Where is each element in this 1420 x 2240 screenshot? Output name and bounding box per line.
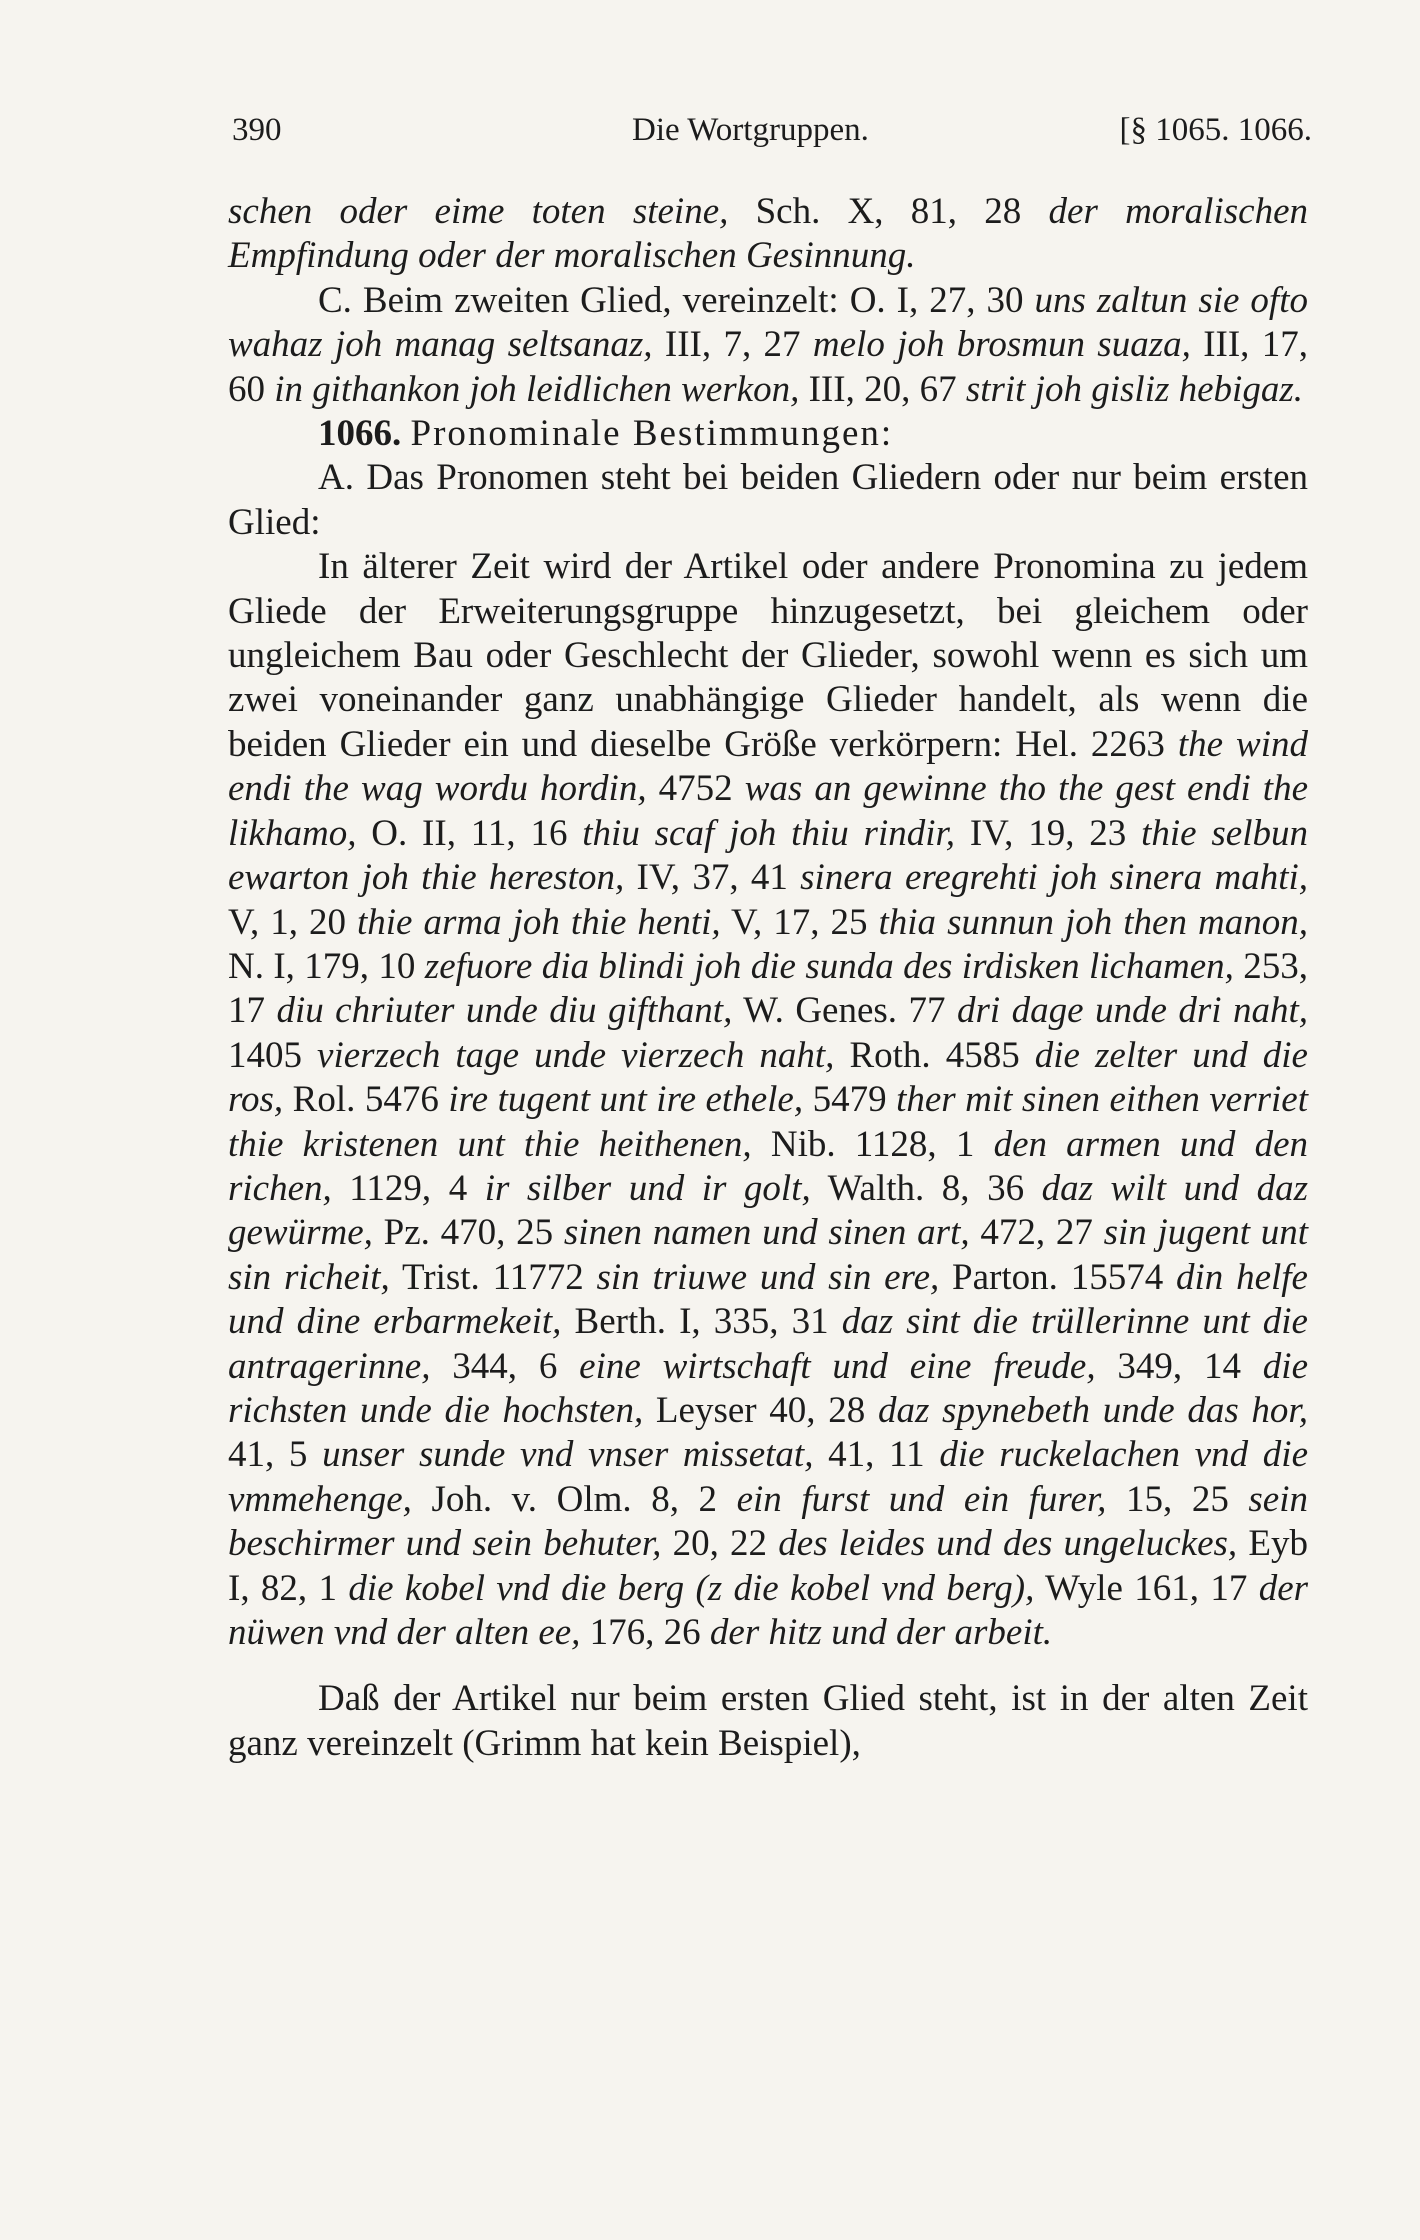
example-quote: strit joh gisliz hebigaz.: [965, 368, 1303, 410]
example-quote: schen oder eime toten steine,: [228, 191, 729, 232]
paragraph-continuation: [228, 190, 1308, 279]
example-quote: unser sunde vnd vnser missetat,: [322, 1434, 814, 1476]
example-quote: melo joh brosmun suaza,: [812, 324, 1191, 366]
example-quote: din helfe und dine erbarmekeit,: [228, 1256, 1308, 1343]
paragraph-examples: [228, 545, 1308, 1655]
example-quote: sin jugent unt sin richeit,: [228, 1212, 1308, 1298]
text-run: III, 17, 60: [228, 324, 1308, 410]
text-run: III, 7, 27: [652, 324, 813, 366]
example-quote: der moralischen Empfindung oder der moralischen Gesinnung.: [228, 191, 1308, 277]
example-quote: die kobel vnd die berg (z die kobel vnd berg),: [348, 1567, 1035, 1609]
text-run: 41, 5: [228, 1434, 323, 1476]
text-run: O. II, 11, 16: [356, 812, 583, 854]
running-title: Die Wortgruppen.: [632, 112, 869, 148]
text-run: 349, 14: [1095, 1345, 1263, 1387]
example-quote: eine wirtschaft und eine freude,: [579, 1345, 1096, 1387]
text-run: 15, 25: [1106, 1478, 1249, 1520]
example-quote: thie arma joh thie henti,: [357, 901, 721, 943]
text-run: V, 17, 25: [720, 901, 879, 943]
text-run: III, 20, 67: [799, 368, 966, 410]
section-title: Pronominale Bestimmungen:: [410, 413, 894, 455]
text-run: 20, 22: [661, 1523, 779, 1565]
text-run: 253, 17: [228, 945, 1308, 1032]
example-quote: thia sunnun joh then manon,: [878, 901, 1308, 943]
text-run: Sch. X, 81, 28: [728, 191, 1049, 232]
example-quote: zefuore dia blindi joh die sunda des irdisken lichamen,: [424, 945, 1234, 987]
example-quote: in githankon joh leidlichen werkon,: [274, 368, 800, 410]
example-quote: thie selbun ewarton joh thie hereston,: [228, 812, 1308, 899]
text-run: C. Beim zweiten Glied, vereinzelt: O. I, 27, 30: [318, 279, 1035, 321]
example-quote: daz sint die trüllerinne unt die antragerinne,: [228, 1301, 1308, 1387]
example-quote: die ruckelachen vnd die vmmehenge,: [228, 1434, 1309, 1520]
text-run: W. Genes. 77: [732, 990, 957, 1032]
text-run: Leyser 40, 28: [643, 1389, 878, 1431]
text-run: In älterer Zeit wird der Artikel oder andere Pronomina zu jedem Gliede der Erweiterungsgruppe hinzugesetzt, bei gleichem oder ungleichem Bau oder Geschlecht der Glieder, sowohl wenn es sich um zwei voneinander ganz unabhängige Glieder handelt, als wenn die beiden Glieder ein und dieselbe Größe verkörpern: Hel. 2263: [228, 546, 1308, 765]
text-run: 472, 27: [969, 1212, 1104, 1254]
text-run: V, 1, 20: [228, 901, 357, 943]
example-quote: sein beschirmer und sein behuter,: [228, 1478, 1308, 1565]
example-quote: die richsten unde die hochsten,: [228, 1345, 1308, 1431]
text-run: Eyb I, 82, 1: [228, 1523, 1308, 1609]
example-quote: was an gewinne tho the gest endi the likhamo,: [228, 768, 1309, 854]
example-quote: ire tugent unt ire ethele,: [448, 1079, 804, 1121]
example-quote: uns zaltun sie ofto wahaz joh manag seltsanaz,: [228, 279, 1308, 366]
text-run: IV, 37, 41: [624, 857, 801, 899]
text-run: Rol. 5476: [283, 1079, 449, 1121]
section-heading: [228, 412, 1308, 456]
text-run: Roth. 4585: [834, 1034, 1035, 1076]
example-quote: dri dage unde dri naht,: [956, 990, 1309, 1032]
text-run: Wyle 161, 17: [1034, 1567, 1259, 1609]
paragraph-c: [228, 279, 1308, 412]
text-run: 176, 26: [580, 1612, 710, 1653]
example-quote: den armen und den richen,: [228, 1123, 1308, 1209]
example-quote: ther mit sinen eithen verriet thie kristenen unt thie heithenen,: [228, 1079, 1309, 1165]
text-run: A. Das Pronomen steht bei beiden Gliedern oder nur beim ersten Glied:: [228, 457, 1308, 543]
example-quote: daz spynebeth unde das hor,: [877, 1389, 1308, 1431]
example-quote: diu chriuter unde diu gifthant,: [276, 990, 733, 1032]
paragraph-final: [228, 1677, 1308, 1766]
example-quote: ein furst und ein furer,: [736, 1478, 1107, 1520]
example-quote: sin triuwe und sin ere,: [596, 1256, 940, 1298]
text-run: Pz. 470, 25: [372, 1212, 564, 1254]
example-quote: the wind endi the wag wordu hordin,: [228, 723, 1308, 810]
text-run: 41, 11: [813, 1434, 940, 1476]
text-run: 1405: [228, 1034, 318, 1076]
text-run: Parton. 15574: [939, 1256, 1176, 1298]
example-quote: der nüwen vnd der alten ee,: [228, 1567, 1309, 1653]
example-quote: ir silber und ir golt,: [484, 1167, 811, 1209]
text-run: Walth. 8, 36: [810, 1167, 1042, 1209]
text-run: Daß der Artikel nur beim ersten Glied steht, ist in der alten Zeit ganz vereinzelt (Grimm hat kein Beispiel),: [228, 1678, 1308, 1764]
text-run: 4752: [646, 768, 745, 810]
text-run: Berth. I, 335, 31: [561, 1301, 842, 1343]
text-run: Joh. v. Olm. 8, 2: [411, 1478, 737, 1520]
text-run: 5479: [803, 1079, 897, 1121]
text-run: IV, 19, 23: [955, 812, 1142, 854]
example-quote: vierzech tage unde vierzech naht,: [317, 1034, 835, 1076]
example-quote: daz wilt und daz gewürme,: [228, 1167, 1308, 1254]
page-number: 390: [232, 112, 282, 148]
text-run: 344, 6: [430, 1345, 580, 1387]
text-run: Trist. 11772: [389, 1256, 597, 1298]
section-number: 1066.: [318, 413, 402, 455]
example-quote: thiu scaf joh thiu rindir,: [582, 812, 956, 854]
example-quote: die zelter und die ros,: [228, 1034, 1308, 1121]
text-run: Nib. 1128, 1: [751, 1123, 994, 1165]
page-body: [228, 190, 1308, 1766]
example-quote: der hitz und der arbeit.: [709, 1612, 1053, 1653]
example-quote: des leides und des ungeluckes,: [778, 1523, 1238, 1565]
example-quote: sinera eregrehti joh sinera mahti,: [800, 857, 1308, 899]
text-run: N. I, 179, 10: [228, 945, 425, 987]
example-quote: sinen namen und sinen art,: [563, 1212, 970, 1254]
section-reference: [§ 1065. 1066.: [1119, 112, 1312, 148]
paragraph-a: [228, 456, 1308, 545]
text-run: 1129, 4: [331, 1167, 485, 1209]
